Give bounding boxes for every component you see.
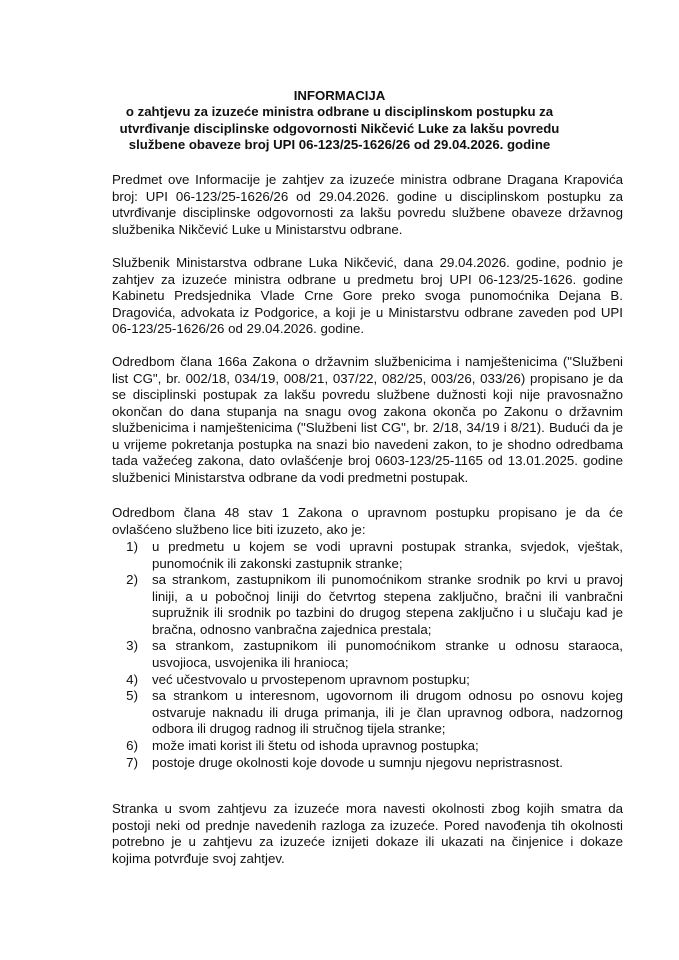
list-item-number: 1) — [126, 539, 138, 554]
paragraph-subject: Predmet ove Informacije je zahtjev za izuzeće ministra odbrane Dragana Krapovića broj: UPI 06-123/25-1626/26 od 29.04.2026. godine u disciplinskom postupku za utvrđivanje disciplinske odgovornosti za lakšu povredu službene obaveze državnog službenika Nikčević Luke u Ministarstvu odbrane. — [112, 172, 623, 237]
list-item-text: sa strankom u interesnom, ugovornom ili drugom odnosu po osnovu kojeg ostvaruje naknadu ili druga primanja, ili je član upravnog odbora, nadzornog odbora ili drugog radnog ili stručnog tijela stranke; — [152, 688, 623, 737]
list-item-number: 4) — [126, 671, 138, 687]
list-item — [112, 672, 623, 689]
list-item-number: 6) — [126, 737, 138, 753]
list-item-number: 3) — [126, 638, 138, 654]
title-subtitle-line-3: službene obaveze broj UPI 06-123/25-1626/26 od 29.04.2026. godine — [128, 136, 551, 152]
list-item-number: 2) — [126, 572, 138, 588]
list-item-text: sa strankom, zastupnikom ili punomoćnikom stranke srodnik po krvi u pravoj liniji, a u pobočnoj liniji do četvrtog stepena zaključno, bračni ili vanbračni supružnik ili srodnik po tazbini do drugog stepena zaključno i u slučaju kad je bračna, odnosno vanbračna zajednica prestala; — [152, 572, 623, 637]
list-item — [112, 638, 623, 671]
list-item-text: sa strankom, zastupnikom ili punomoćnikom stranke u odnosu staraoca, usvojioca, usvojenika ili hranioca; — [152, 638, 623, 670]
list-item-text: već učestvovalo u prvostepenom upravnom postupku; — [152, 671, 470, 687]
list-item-text: u predmetu u kojem se vodi upravni postupak stranka, svjedok, vještak, punomoćnik ili zakonski zastupnik stranke; — [152, 539, 623, 571]
title-subtitle-line-1: o zahtjevu za izuzeće ministra odbrane u disciplinskom postupku za — [125, 104, 554, 120]
list-item — [112, 539, 623, 572]
document-title — [60, 88, 619, 153]
paragraph-request: Službenik Ministarstva odbrane Luka Nikčević, dana 29.04.2026. godine, podnio je zahtjev za izuzeće ministra odbrane u predmetu broj UPI 06-123/25-1626. godine Kabinetu Predsjednika Vlade Crne Gore preko svoga punomoćnika Dejana B. Dragovića, advokata iz Podgorice, a koji je u Ministarstvu odbrane zaveden pod UPI 06-123/25-1626/26 od 29.04.2026. godine. — [112, 255, 623, 336]
list-item — [112, 755, 623, 772]
list-item — [112, 738, 623, 755]
title-heading: INFORMACIJA — [293, 88, 386, 103]
exclusion-grounds-list — [112, 539, 623, 771]
paragraph-exclusion-intro: Odredbom člana 48 stav 1 Zakona o upravnom postupku propisano je da će ovlašćeno službeno lice biti izuzeto, ako je: — [112, 505, 623, 537]
title-subtitle-line-2: utvrđivanje disciplinske odgovornosti Nikčević Luke za lakšu povredu — [119, 120, 560, 136]
paragraph-legal-basis: Odredbom člana 166a Zakona o državnim službenicima i namještenicima ("Službeni list CG", br. 002/18, 034/19, 008/21, 037/22, 082/25, 003/26, 033/26) propisano je da se disciplinski postupak za lakšu povredu službene dužnosti koji nije pravosnažno okončan do dana stupanja na snagu ovog zakona okonča po Zakonu o državnim službenicima i namještenicima ("Službeni list CG", br. 2/18, 34/19 i 8/21). Budući da je u vrijeme pokretanja postupka na snazi bio navedeni zakon, to je shodno odredbama tada važećeg zakona, dato ovlašćenje broj 0603-123/25-1165 od 13.01.2025. godine službenici Ministarstva odbrane da vodi predmetni postupak. — [112, 354, 623, 485]
list-item-text: postoje druge okolnosti koje dovode u sumnju njegovu nepristrasnost. — [152, 754, 563, 770]
paragraph-party-obligation: Stranka u svom zahtjevu za izuzeće mora navesti okolnosti zbog kojih smatra da postoji neki od prednje navedenih razloga za izuzeće. Pored navođenja tih okolnosti potrebno je u zahtjevu za izuzeće iznijeti dokaze ili ukazati na činjenice i dokaze kojima potvrđuje svoj zahtjev. — [112, 801, 623, 866]
list-item-number: 7) — [126, 754, 138, 770]
list-item-text: može imati korist ili štetu od ishoda upravnog postupka; — [152, 737, 479, 753]
list-item — [112, 572, 623, 638]
list-item-number: 5) — [126, 688, 138, 704]
list-item — [112, 688, 623, 738]
